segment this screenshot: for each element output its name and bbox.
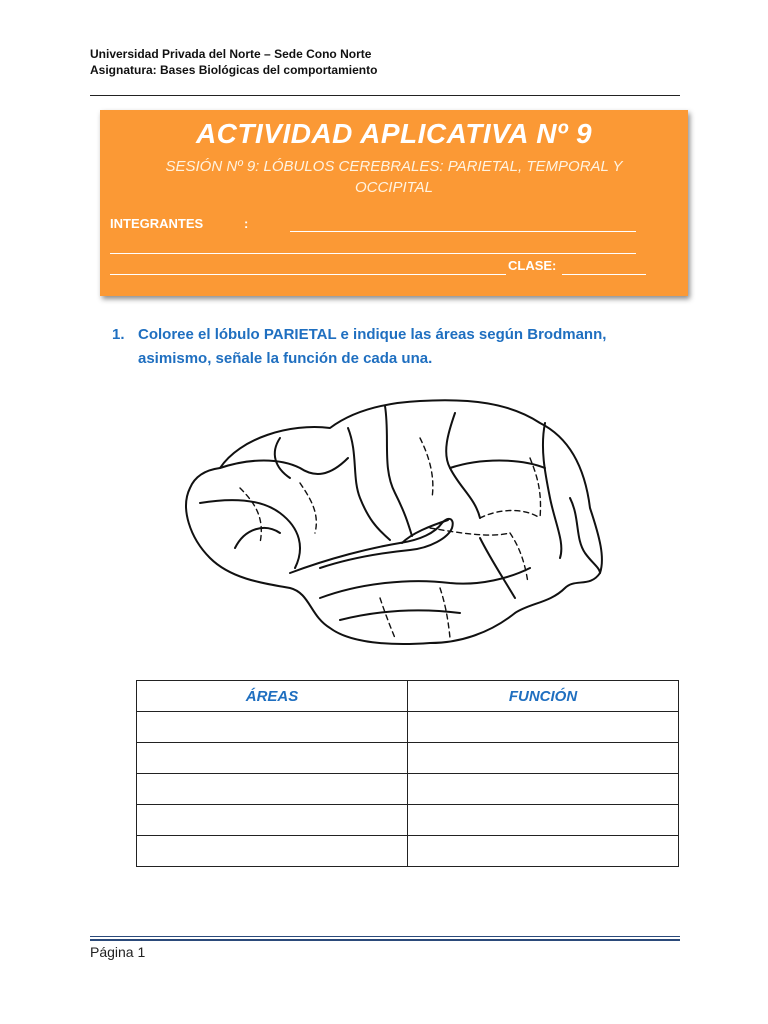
areas-function-table bbox=[136, 680, 679, 867]
course-name: Asignatura: Bases Biológicas del comportamiento bbox=[90, 63, 378, 77]
table-row bbox=[137, 712, 679, 743]
integrantes-blank-3[interactable] bbox=[110, 274, 506, 275]
page-number: Página 1 bbox=[90, 944, 146, 960]
function-cell[interactable] bbox=[408, 836, 679, 867]
integrantes-colon: : bbox=[244, 216, 249, 231]
function-cell[interactable] bbox=[408, 774, 679, 805]
area-cell[interactable] bbox=[137, 743, 408, 774]
activity-banner bbox=[100, 110, 688, 296]
university-name: Universidad Privada del Norte – Sede Cono Norte bbox=[90, 47, 372, 61]
session-subtitle: SESIÓN Nº 9: LÓBULOS CEREBRALES: PARIETAL, TEMPORAL Y OCCIPITAL bbox=[165, 158, 623, 196]
function-cell[interactable] bbox=[408, 712, 679, 743]
area-cell[interactable] bbox=[137, 774, 408, 805]
footer-divider bbox=[90, 936, 680, 937]
area-cell[interactable] bbox=[137, 805, 408, 836]
table-header-row bbox=[137, 681, 679, 712]
question-number: 1. bbox=[112, 326, 125, 343]
clase-blank[interactable] bbox=[562, 274, 646, 275]
function-cell[interactable] bbox=[408, 805, 679, 836]
brain-outline bbox=[186, 400, 602, 644]
table-row bbox=[137, 743, 679, 774]
header-areas: ÁREAS bbox=[137, 681, 408, 712]
brain-diagram bbox=[180, 398, 620, 648]
question-text: Coloree el lóbulo PARIETAL e indique las áreas según Brodmann, asimismo, señale la función de cada una. bbox=[138, 326, 607, 367]
function-cell[interactable] bbox=[408, 743, 679, 774]
footer-divider-thick bbox=[90, 939, 680, 941]
integrantes-label: INTEGRANTES bbox=[110, 216, 204, 231]
header-funcion: FUNCIÓN bbox=[408, 681, 679, 712]
clase-label: CLASE: bbox=[508, 258, 557, 273]
integrantes-blank-1[interactable] bbox=[290, 231, 636, 232]
integrantes-blank-2[interactable] bbox=[110, 253, 636, 254]
area-cell[interactable] bbox=[137, 712, 408, 743]
central-sulcus bbox=[348, 428, 390, 540]
table-row bbox=[137, 836, 679, 867]
area-cell[interactable] bbox=[137, 836, 408, 867]
document-header bbox=[90, 46, 377, 78]
table-row bbox=[137, 774, 679, 805]
header-divider bbox=[90, 95, 680, 96]
activity-title: ACTIVIDAD APLICATIVA Nº 9 bbox=[195, 118, 593, 149]
table-row bbox=[137, 805, 679, 836]
